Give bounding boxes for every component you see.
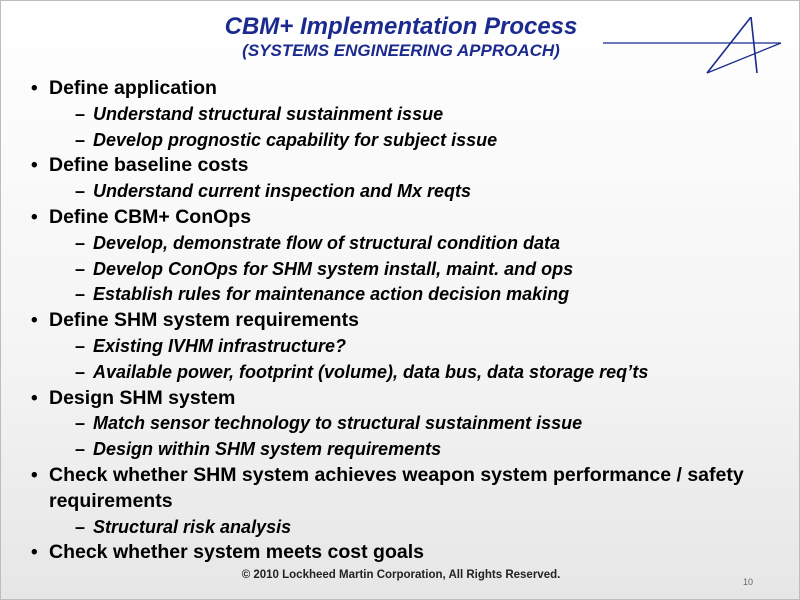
sub-bullet-text: Available power, footprint (volume), data bus, data storage req’ts bbox=[93, 361, 649, 382]
bullet-item bbox=[31, 540, 791, 566]
dash-icon: – bbox=[75, 361, 86, 382]
dash-icon: – bbox=[75, 516, 86, 537]
dash-icon: – bbox=[75, 103, 86, 124]
sub-bullet-text: Develop, demonstrate flow of structural condition data bbox=[93, 232, 561, 253]
bullet-item bbox=[31, 386, 791, 412]
lockheed-star-logo-icon bbox=[603, 17, 783, 75]
sub-bullet-text: Structural risk analysis bbox=[93, 516, 292, 537]
sub-bullet-item bbox=[31, 515, 791, 541]
sub-bullet-text: Existing IVHM infrastructure? bbox=[93, 335, 347, 356]
sub-bullet-item bbox=[31, 179, 791, 205]
dash-icon: – bbox=[75, 129, 86, 150]
sub-bullet-item bbox=[31, 360, 791, 386]
page-number: 10 bbox=[742, 577, 753, 587]
bullet-dot-icon: • bbox=[31, 78, 38, 99]
sub-bullet-text: Match sensor technology to structural sustainment issue bbox=[93, 413, 583, 434]
sub-bullet-text: Develop ConOps for SHM system install, maint. and ops bbox=[93, 258, 574, 279]
bullet-text: Define SHM system requirements bbox=[49, 309, 359, 332]
bullet-item bbox=[31, 76, 791, 102]
bullet-item bbox=[31, 153, 791, 179]
bullet-dot-icon: • bbox=[31, 387, 38, 409]
dash-icon: – bbox=[75, 284, 86, 305]
copyright-footer: © 2010 Lockheed Martin Corporation, All Rights Reserved. bbox=[241, 569, 561, 581]
bullet-dot-icon: • bbox=[31, 542, 38, 564]
bullet-item bbox=[31, 308, 791, 334]
sub-bullet-item bbox=[31, 282, 791, 308]
sub-bullet-item bbox=[31, 437, 791, 463]
slide-title: CBM+ Implementation Process bbox=[224, 13, 578, 40]
sub-bullet-text: Develop prognostic capability for subject issue bbox=[93, 129, 498, 150]
dash-icon: – bbox=[75, 232, 86, 253]
bullet-item bbox=[31, 463, 791, 515]
slide-subtitle: (SYSTEMS ENGINEERING APPROACH) bbox=[242, 41, 560, 60]
bullet-item bbox=[31, 205, 791, 231]
bullet-list bbox=[31, 76, 791, 566]
sub-bullet-item bbox=[31, 231, 791, 257]
sub-bullet-item bbox=[31, 128, 791, 154]
dash-icon: – bbox=[75, 335, 86, 356]
bullet-text: Define baseline costs bbox=[49, 154, 249, 177]
dash-icon: – bbox=[75, 258, 86, 279]
bullet-text: Check whether SHM system achieves weapon system performance / safety requirements bbox=[49, 463, 744, 512]
sub-bullet-text: Establish rules for maintenance action decision making bbox=[93, 284, 570, 305]
dash-icon: – bbox=[75, 413, 86, 434]
sub-bullet-item bbox=[31, 257, 791, 283]
sub-bullet-item bbox=[31, 334, 791, 360]
sub-bullet-text: Design within SHM system requirements bbox=[93, 439, 442, 460]
sub-bullet-item bbox=[31, 411, 791, 437]
bullet-text: Define CBM+ ConOps bbox=[49, 205, 252, 228]
bullet-text: Check whether system meets cost goals bbox=[49, 541, 424, 564]
bullet-text: Design SHM system bbox=[49, 386, 236, 409]
sub-bullet-text: Understand structural sustainment issue bbox=[93, 103, 444, 124]
bullet-text: Define application bbox=[49, 77, 217, 99]
dash-icon: – bbox=[75, 181, 86, 202]
sub-bullet-text: Understand current inspection and Mx reqts bbox=[93, 181, 472, 202]
sub-bullet-item bbox=[31, 102, 791, 128]
bullet-dot-icon: • bbox=[31, 206, 38, 228]
bullet-dot-icon: • bbox=[31, 310, 38, 332]
bullet-dot-icon: • bbox=[31, 155, 38, 177]
bullet-dot-icon: • bbox=[31, 464, 38, 486]
dash-icon: – bbox=[75, 439, 86, 460]
